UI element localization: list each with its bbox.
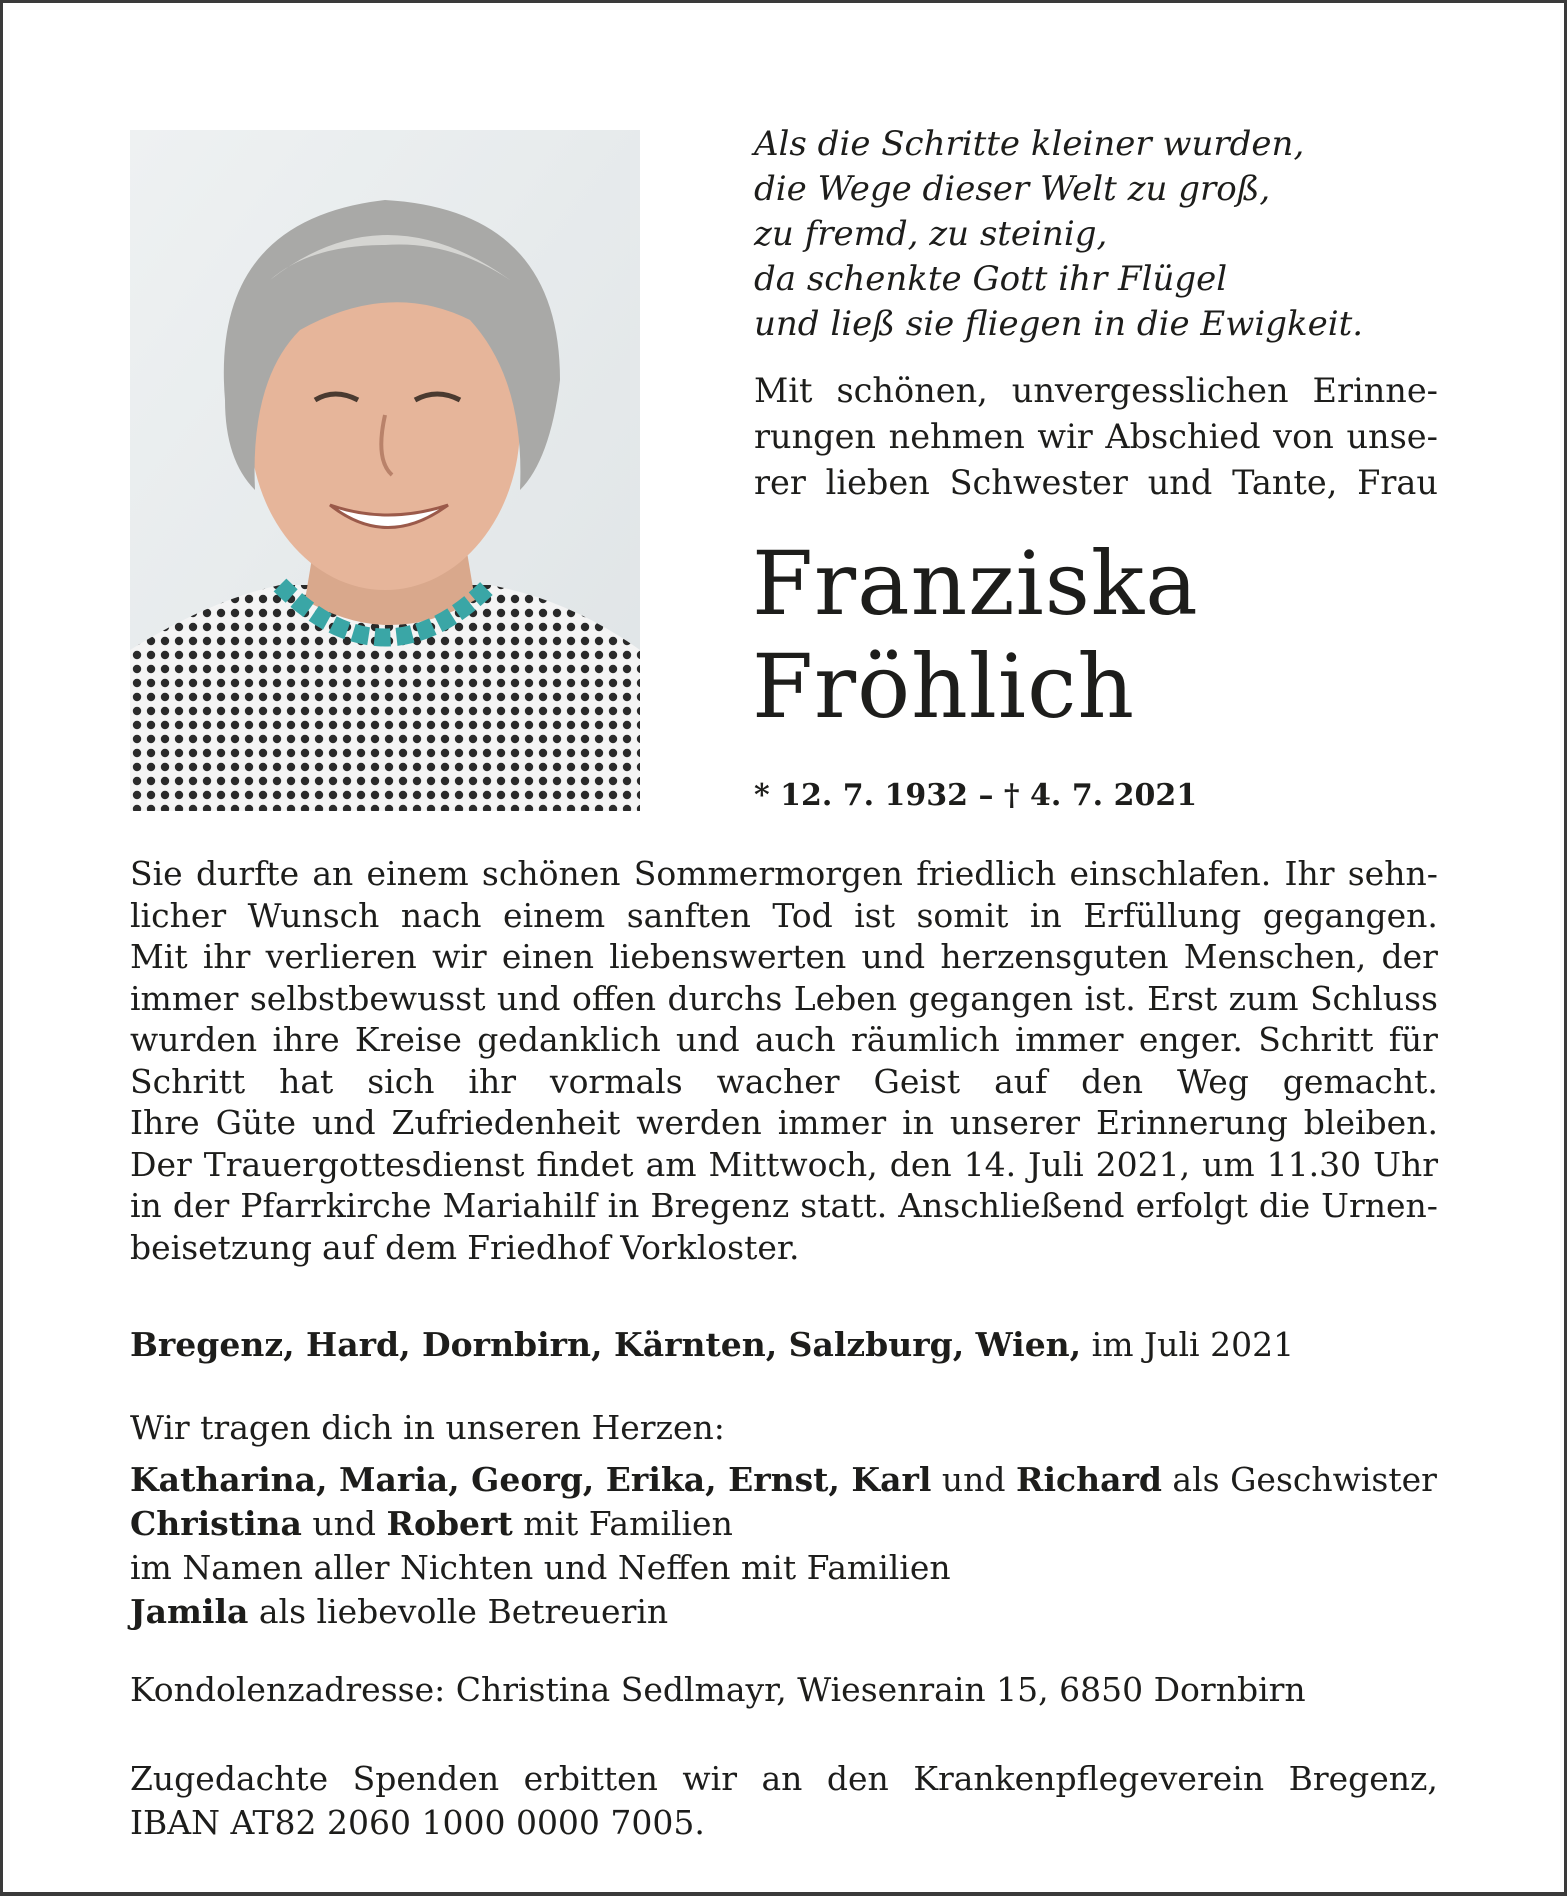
word: und — [496, 978, 561, 1018]
word: herzensguten — [940, 937, 1169, 976]
word: nach — [400, 895, 482, 935]
word: rungen — [754, 417, 877, 456]
word: gemacht. — [1282, 1061, 1438, 1101]
word: Wunsch — [247, 895, 380, 935]
word: werden — [636, 1103, 762, 1142]
word: verlieren — [265, 937, 417, 976]
word: erfolgt — [1135, 1186, 1248, 1225]
word: offen — [571, 978, 657, 1018]
word: gedanklich — [477, 1020, 661, 1059]
last-name: Fröhlich — [752, 635, 1136, 738]
family-line — [130, 1502, 1440, 1546]
iban-line: IBAN AT82 2060 1000 0000 7005. — [130, 1803, 705, 1842]
text-line — [130, 978, 1438, 1020]
word: wurden — [130, 1020, 258, 1059]
word: den — [826, 1759, 889, 1798]
carer-suffix: als liebevolle Betreuerin — [248, 1592, 669, 1631]
word: Urnen- — [1321, 1186, 1438, 1225]
word: wir — [682, 1759, 737, 1798]
word: beisetzung — [130, 1227, 312, 1267]
word: erbitten — [523, 1759, 658, 1798]
word: Menschen, — [1183, 937, 1367, 976]
poem-line: da schenkte Gott ihr Flügel — [754, 259, 1228, 299]
word: wacher — [716, 1061, 840, 1101]
text-line — [130, 1185, 1438, 1227]
word: gegangen — [908, 978, 1074, 1018]
word: den — [889, 1144, 952, 1184]
word: unserer — [949, 1103, 1080, 1142]
word: der — [1381, 937, 1438, 976]
siblings-line — [130, 1458, 1440, 1502]
word: auf — [994, 1061, 1048, 1101]
word: rer — [754, 463, 806, 502]
deceased-name — [752, 532, 1199, 738]
word: Krankenpflegeverein — [913, 1759, 1265, 1798]
text-line — [754, 414, 1438, 460]
family-suffix: mit Familien — [512, 1504, 733, 1543]
condolence-address: Kondolenzadresse: Christina Sedlmayr, Wiesenrain 15, 6850 Dornbirn — [130, 1670, 1306, 1709]
word: Friedhof — [467, 1227, 611, 1267]
word: gegangen. — [1262, 895, 1438, 935]
carer-line — [130, 1590, 1440, 1634]
family-und: und — [301, 1504, 387, 1543]
word: in — [130, 1186, 162, 1225]
family-b: Robert — [386, 1504, 513, 1543]
poem-line: zu fremd, zu steinig, — [754, 214, 1108, 254]
text-line — [130, 1227, 1438, 1269]
word: friedlich — [916, 854, 1057, 893]
word: Weg — [1176, 1061, 1249, 1101]
word: somit — [916, 895, 1009, 935]
word: unse- — [1346, 417, 1438, 456]
word: 14. — [963, 1144, 1017, 1184]
word: vormals — [549, 1061, 683, 1101]
word: und — [676, 1020, 740, 1059]
places-list: Bregenz, Hard, Dornbirn, Kärnten, Salzburg, Wien, — [130, 1325, 1082, 1364]
word: auch — [754, 1020, 836, 1059]
word: sich — [367, 1061, 435, 1101]
siblings-und: und — [931, 1460, 1017, 1499]
poem — [754, 122, 1454, 347]
word: Tod — [772, 895, 833, 935]
mourners-intro: Wir tragen dich in unseren Herzen: — [130, 1408, 725, 1447]
word: Sie — [130, 854, 183, 893]
siblings-last: Richard — [1016, 1460, 1162, 1499]
word: am — [645, 1144, 697, 1184]
word: für — [1388, 1020, 1438, 1059]
text-line — [130, 1019, 1438, 1061]
word: Trauergottesdienst — [203, 1144, 525, 1184]
word: in — [1029, 895, 1062, 935]
word: dem — [385, 1227, 458, 1267]
word: enger. — [1138, 1020, 1243, 1059]
word: räumlich — [850, 1020, 1000, 1059]
text-line — [130, 895, 1438, 937]
word: Leben — [793, 978, 898, 1018]
life-dates: * 12. 7. 1932 – † 4. 7. 2021 — [754, 778, 1198, 813]
text-line — [130, 853, 1438, 895]
word: sanften — [626, 895, 751, 935]
word: Frau — [1357, 463, 1438, 502]
word: einschlafen. — [1069, 854, 1272, 893]
word: Mit — [754, 371, 813, 410]
places-line — [130, 1325, 1294, 1364]
word: und — [1147, 463, 1213, 502]
word: Schritt — [130, 1061, 246, 1101]
word: Anschließend — [898, 1186, 1125, 1225]
word: ihre — [272, 1020, 340, 1059]
word: hat — [279, 1061, 334, 1101]
word: durfte — [195, 854, 300, 893]
word: Bregenz — [650, 1186, 790, 1225]
word: schönen, — [836, 371, 988, 410]
word: Juli — [1028, 1144, 1084, 1184]
word: der — [172, 1186, 230, 1225]
word: Schwester — [949, 463, 1128, 502]
word: Zugedachte — [130, 1759, 329, 1798]
text-line — [130, 1061, 1438, 1103]
word: nehmen — [888, 417, 1025, 456]
word: Geist — [873, 1061, 961, 1101]
word: Ihr — [1284, 854, 1335, 893]
word: ist. — [1084, 978, 1136, 1018]
word: ist — [854, 895, 896, 935]
word: Pfarrkirche — [240, 1186, 432, 1225]
nieces-line: im Namen aller Nichten und Neffen mit Familien — [130, 1548, 951, 1587]
word: einem — [503, 895, 606, 935]
word: Spenden — [352, 1759, 500, 1798]
word: in — [902, 1103, 934, 1142]
word: und — [861, 937, 926, 976]
word: durchs — [667, 978, 783, 1018]
first-name: Franziska — [752, 532, 1199, 635]
word: lieben — [825, 463, 930, 502]
word: Uhr — [1373, 1144, 1438, 1184]
word: einen — [501, 937, 594, 976]
text-line — [754, 368, 1438, 414]
word: bleiben. — [1303, 1103, 1438, 1142]
family-a: Christina — [130, 1504, 302, 1543]
word: Zufriedenheit — [391, 1103, 621, 1142]
word: Bregenz, — [1288, 1759, 1438, 1798]
word: Erst — [1147, 978, 1218, 1018]
poem-line: die Wege dieser Welt zu groß, — [754, 169, 1271, 209]
word: Güte — [215, 1103, 296, 1142]
word: Abschied — [1105, 417, 1261, 456]
word: immer — [130, 978, 239, 1018]
word: Erinne- — [1312, 371, 1438, 410]
places-date: im Juli 2021 — [1081, 1325, 1295, 1364]
word: selbstbewusst — [249, 978, 486, 1018]
word: Sommermorgen — [633, 854, 903, 893]
donations-line — [130, 1757, 1438, 1801]
word: unvergesslichen — [1011, 371, 1289, 410]
word: schönen — [481, 854, 621, 893]
word: Erfüllung — [1083, 895, 1242, 935]
word: liebenswerten — [609, 937, 847, 976]
word: Schluss — [1309, 978, 1438, 1018]
word: an — [761, 1759, 803, 1798]
word: 2021, — [1095, 1144, 1191, 1184]
word: Erinnerung — [1095, 1103, 1288, 1142]
carer-name: Jamila — [130, 1592, 249, 1631]
word: in — [607, 1186, 640, 1225]
word: einem — [366, 854, 469, 893]
word: ihr — [202, 937, 251, 976]
portrait-photo — [130, 130, 640, 811]
word: licher — [130, 895, 227, 935]
word: sehn- — [1347, 854, 1438, 893]
text-line — [130, 936, 1438, 978]
word: den — [1081, 1061, 1144, 1101]
intro-text — [754, 368, 1438, 506]
word: ihr — [468, 1061, 516, 1101]
word: immer — [777, 1103, 887, 1142]
poem-line: und ließ sie fliegen in die Ewigkeit. — [754, 304, 1364, 344]
word: Mit — [130, 937, 188, 976]
word: Mariahilf — [442, 1186, 597, 1225]
word: Tante, — [1232, 463, 1338, 502]
word: Der — [130, 1144, 192, 1184]
siblings-names: Katharina, Maria, Georg, Erika, Ernst, Karl — [130, 1460, 932, 1499]
word: Vorkloster. — [620, 1227, 800, 1267]
text-line — [130, 1144, 1438, 1186]
word: Mittwoch, — [708, 1144, 878, 1184]
word: wir — [432, 937, 487, 976]
word: findet — [536, 1144, 634, 1184]
word: Ihre — [130, 1103, 200, 1142]
word: immer — [1015, 1020, 1124, 1059]
word: statt. — [800, 1186, 888, 1225]
text-line — [130, 1102, 1438, 1144]
siblings-suffix: als Geschwister — [1161, 1460, 1437, 1499]
word: an — [312, 854, 354, 893]
text-line — [754, 460, 1438, 506]
word: von — [1273, 417, 1334, 456]
word: Schritt — [1258, 1020, 1374, 1059]
word: wir — [1037, 417, 1093, 456]
portrait-illustration — [130, 130, 640, 811]
word: und — [311, 1103, 376, 1142]
obituary-body — [130, 853, 1438, 1268]
word: auf — [321, 1227, 376, 1267]
word: zum — [1228, 978, 1299, 1018]
word: um — [1202, 1144, 1255, 1184]
word: die — [1258, 1186, 1311, 1225]
poem-line: Als die Schritte kleiner wurden, — [754, 124, 1305, 164]
word: Kreise — [354, 1020, 462, 1059]
donations — [130, 1757, 1438, 1845]
word: 11.30 — [1266, 1144, 1362, 1184]
mourners — [130, 1406, 1440, 1634]
